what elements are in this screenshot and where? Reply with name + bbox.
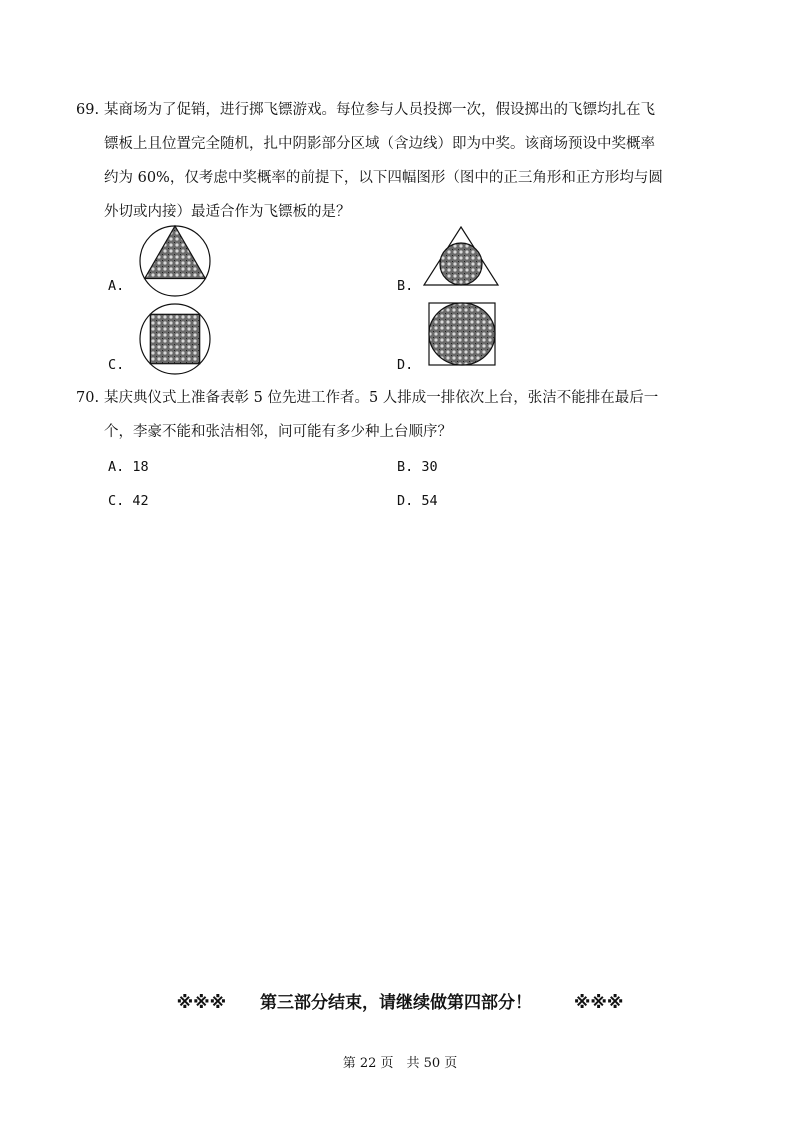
option-b-label[interactable]: B. <box>397 278 414 294</box>
question-69-line-2: 镖板上且位置完全随机，扎中阴影部分区域（含边线）即为中奖。该商场预设中奖概率 <box>104 136 655 152</box>
option-a[interactable]: A. 18 <box>108 459 149 475</box>
question-70-line-1: 70. 某庆典仪式上准备表彰 5 位先进工作者。5 人排成一排依次上台，张洁不能排在最后一 <box>76 381 726 415</box>
option-d-value: 54 <box>421 493 438 509</box>
question-69-line-3: 约为 60%，仅考虑中奖概率的前提下，以下四幅图形（图中的正三角形和正方形均与圆 <box>104 170 663 186</box>
option-a-value: 18 <box>132 459 149 475</box>
option-c[interactable]: C. 42 <box>108 493 149 509</box>
question-69-line-1: 69. 某商场为了促销，进行掷飞镖游戏。每位参与人员投掷一次，假设掷出的飞镖均扎在飞 <box>76 93 726 127</box>
banner-right-marks: ※※※ <box>573 993 624 1013</box>
figure-triangle-in-circle <box>138 224 212 298</box>
option-d[interactable]: D. 54 <box>397 493 438 509</box>
figure-circle-in-triangle <box>422 225 500 287</box>
question-70 <box>76 381 726 449</box>
option-c-label[interactable]: C. <box>108 357 125 373</box>
option-d-label[interactable]: D. <box>397 357 414 373</box>
question-69 <box>76 93 726 229</box>
question-69-number: 69. <box>76 102 100 118</box>
option-b-value: 30 <box>421 459 438 475</box>
option-c-value: 42 <box>132 493 149 509</box>
page-footer: 第 22 页 共 50 页 <box>342 1056 458 1071</box>
option-a-label[interactable]: A. <box>108 278 125 294</box>
question-69-line-4: 外切或内接）最适合作为飞镖板的是？ <box>104 204 351 220</box>
figure-circle-in-square <box>427 301 497 367</box>
banner-left-marks: ※※※ <box>176 993 227 1013</box>
question-70-line-2: 个，李豪不能和张洁相邻，问可能有多少种上台顺序？ <box>104 424 452 440</box>
figure-c-square <box>150 314 199 363</box>
option-b[interactable]: B. 30 <box>397 459 438 475</box>
question-70-number: 70. <box>76 390 100 406</box>
figure-square-in-circle <box>138 302 212 376</box>
section-end-banner <box>0 988 800 1013</box>
figure-b-circle <box>440 243 482 285</box>
figure-d-circle <box>429 303 495 365</box>
banner-text: 第三部分结束，请继续做第四部分！ <box>260 993 532 1013</box>
